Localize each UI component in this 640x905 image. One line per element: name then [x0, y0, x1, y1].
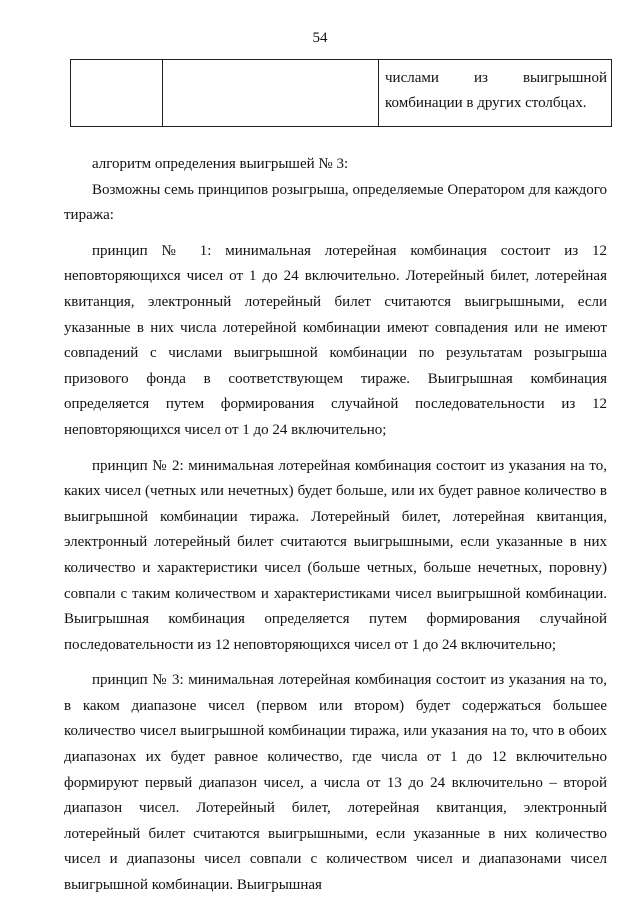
document-body	[64, 152, 607, 899]
continuation-table	[70, 59, 612, 127]
algorithm-heading: алгоритм определения выигрышей № 3:	[92, 156, 349, 172]
cell-line-2: комбинации в других столбцах.	[385, 95, 587, 111]
principle-1-paragraph: принцип № 1: минимальная лотерейная комбинация состоит из 12 неповторяющихся чисел от 1 до 24 включительно. Лотерейный билет, лотерейная квитанция, электронный лотерейный билет считаются выигрышными, если указанные в них числа лотерейной комбинации имеют совпадения или не имеют совпадений с числами выигрышной комбинации по результатам розыгрыша призового фонда в соответствующем тираже. Выигрышная комбинация определяется путем формирования случайной последовательности из 12 неповторяющихся чисел от 1 до 24 включительно;	[64, 242, 607, 438]
principle-2-paragraph: принцип № 2: минимальная лотерейная комбинация состоит из указания на то, каких чисел (четных или нечетных) будет больше, или их будет равное количество в выигрышной комбинации тиража. Лотерейный билет, лотерейная квитанция, электронный лотерейный билет считаются выигрышными, если указанные в них количество и характеристики чисел (больше четных, больше нечетных, поровну) совпали с таким количеством и характеристиками чисел выигрышной комбинации. Выигрышная комбинация определяется путем формирования случайной последовательности из 12 неповторяющихся чисел от 1 до 24 включительно;	[64, 457, 607, 653]
possible-principles-paragraph: Возможны семь принципов розыгрыша, определяемые Оператором для каждого тиража:	[64, 181, 607, 224]
cell-word-1: числами	[385, 70, 439, 86]
cell-line-1	[385, 66, 607, 91]
page-number: 54	[312, 30, 328, 46]
table-row	[71, 60, 612, 127]
cell-word-2: из	[473, 70, 488, 86]
table-cell-empty-2	[163, 60, 379, 127]
table-cell-text	[379, 60, 612, 127]
cell-word-3: выигрышной	[522, 70, 607, 86]
principle-3-paragraph: принцип № 3: минимальная лотерейная комбинация состоит из указания на то, в каком диапазоне чисел (первом или втором) будет содержаться большее количество чисел выигрышной комбинации тиража, или указания на то, что в обоих диапазонах их будет равное количество, где числа от 1 до 12 включительно формируют первый диапазон чисел, а числа от 13 до 24 включительно – второй диапазон чисел. Лотерейный билет, лотерейная квитанция, электронный лотерейный билет считаются выигрышными, если указанные в них количество чисел и диапазоны чисел совпали с количеством чисел и диапазонами чисел выигрышной комбинации. Выигрышная	[64, 672, 607, 894]
table-cell-empty-1	[71, 60, 163, 127]
